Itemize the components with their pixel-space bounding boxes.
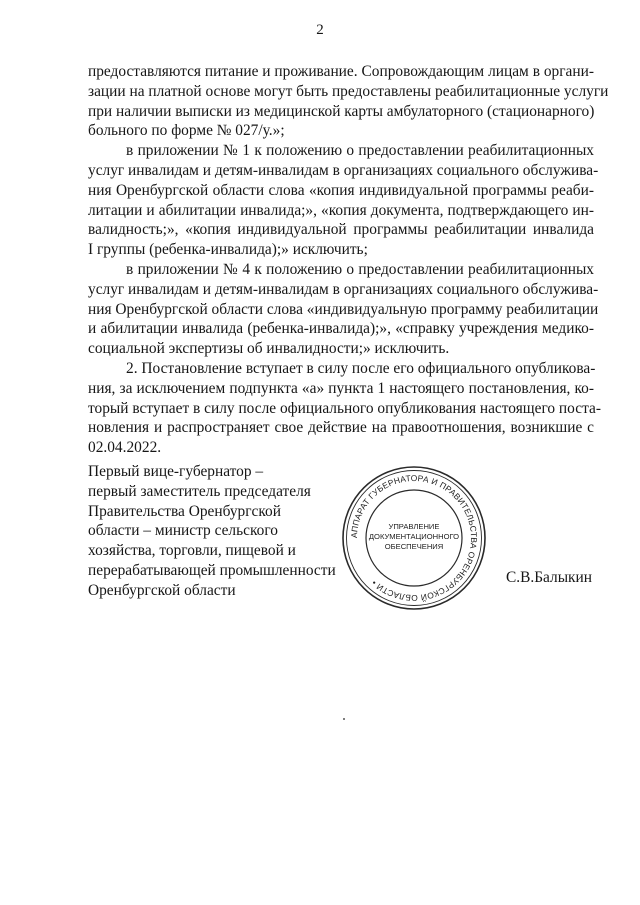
body-line: в приложении № 1 к положению о предоставлении реабилитационных (126, 142, 594, 160)
body-line: 02.04.2022. (88, 439, 162, 457)
body-line: услуг инвалидам и детям-инвалидам в организациях социального обслужива- (88, 280, 599, 298)
signatory-name: С.В.Балыкин (505, 569, 592, 586)
body-line: I группы (ребенка-инвалида);» исключить; (88, 241, 368, 259)
stamp-ring-text: АППАРАТ ГУБЕРНАТОРА И ПРАВИТЕЛЬСТВА ОРЕНБУРГСКОЙ ОБЛАСТИ • (348, 472, 480, 604)
body-line: ния Оренбургской области слова «копия индивидуальной программы реаби- (88, 181, 594, 199)
signatory-position-line: области – министр сельского (88, 522, 278, 540)
body-text (88, 62, 609, 458)
body-line: услуг инвалидам и детям-инвалидам в организациях социального обслужива- (88, 161, 599, 179)
body-line: 2. Постановление вступает в силу после его официального опубликова- (126, 359, 596, 377)
official-stamp (340, 464, 488, 612)
body-line: и абилитации инвалида (ребенка-инвалида);», «справку учреждения медико- (88, 320, 594, 338)
signatory-position (88, 462, 358, 601)
signatory-position-line: хозяйства, торговли, пищевой и (88, 542, 296, 560)
body-line: зации на платной основе могут быть предоставлены реабилитационные услуги (88, 82, 609, 100)
signatory-position-line: перерабатывающей промышленности (88, 561, 336, 579)
body-line: торый вступает в силу после официального опубликования настоящего поста- (88, 399, 601, 417)
signatory-position-line: первый заместитель председателя (88, 482, 311, 500)
body-line: ния, за исключением подпункта «а» пункта 1 настоящего постановления, ко- (88, 379, 594, 397)
stamp-center-line: УПРАВЛЕНИЕ (388, 522, 440, 531)
signatory-position-line: Правительства Оренбургской (88, 502, 281, 520)
body-line: валидность;», «копия индивидуальной программы реабилитации инвалида (88, 221, 594, 239)
body-line: больного по форме № 027/у.»; (88, 122, 285, 140)
body-line: социальной экспертизы об инвалидности;» исключить. (88, 340, 450, 358)
body-line: предоставляются питание и проживание. Сопровождающим лицам в органи- (88, 63, 594, 80)
signatory-position-line: Первый вице-губернатор – (88, 463, 264, 480)
stamp-center-text (362, 522, 466, 552)
body-line: новления и распространяет свое действие на правоотношения, возникшие с (88, 419, 594, 437)
stamp-center-line: ОБЕСПЕЧЕНИЯ (384, 542, 444, 551)
body-line: в приложении № 4 к положению о предоставлении реабилитационных (126, 260, 594, 278)
body-line: при наличии выписки из медицинской карты амбулаторного (стационарного) (88, 102, 595, 120)
body-line: литации и абилитации инвалида;», «копия документа, подтверждающего ин- (88, 201, 594, 219)
scan-speck (343, 718, 345, 720)
signatory-position-line: Оренбургской области (88, 581, 236, 599)
page-number: 2 (316, 22, 324, 38)
body-line: ния Оренбургской области слова «индивидуальную программу реабилитации (88, 300, 599, 318)
stamp-center-line: ДОКУМЕНТАЦИОННОГО (368, 532, 460, 541)
